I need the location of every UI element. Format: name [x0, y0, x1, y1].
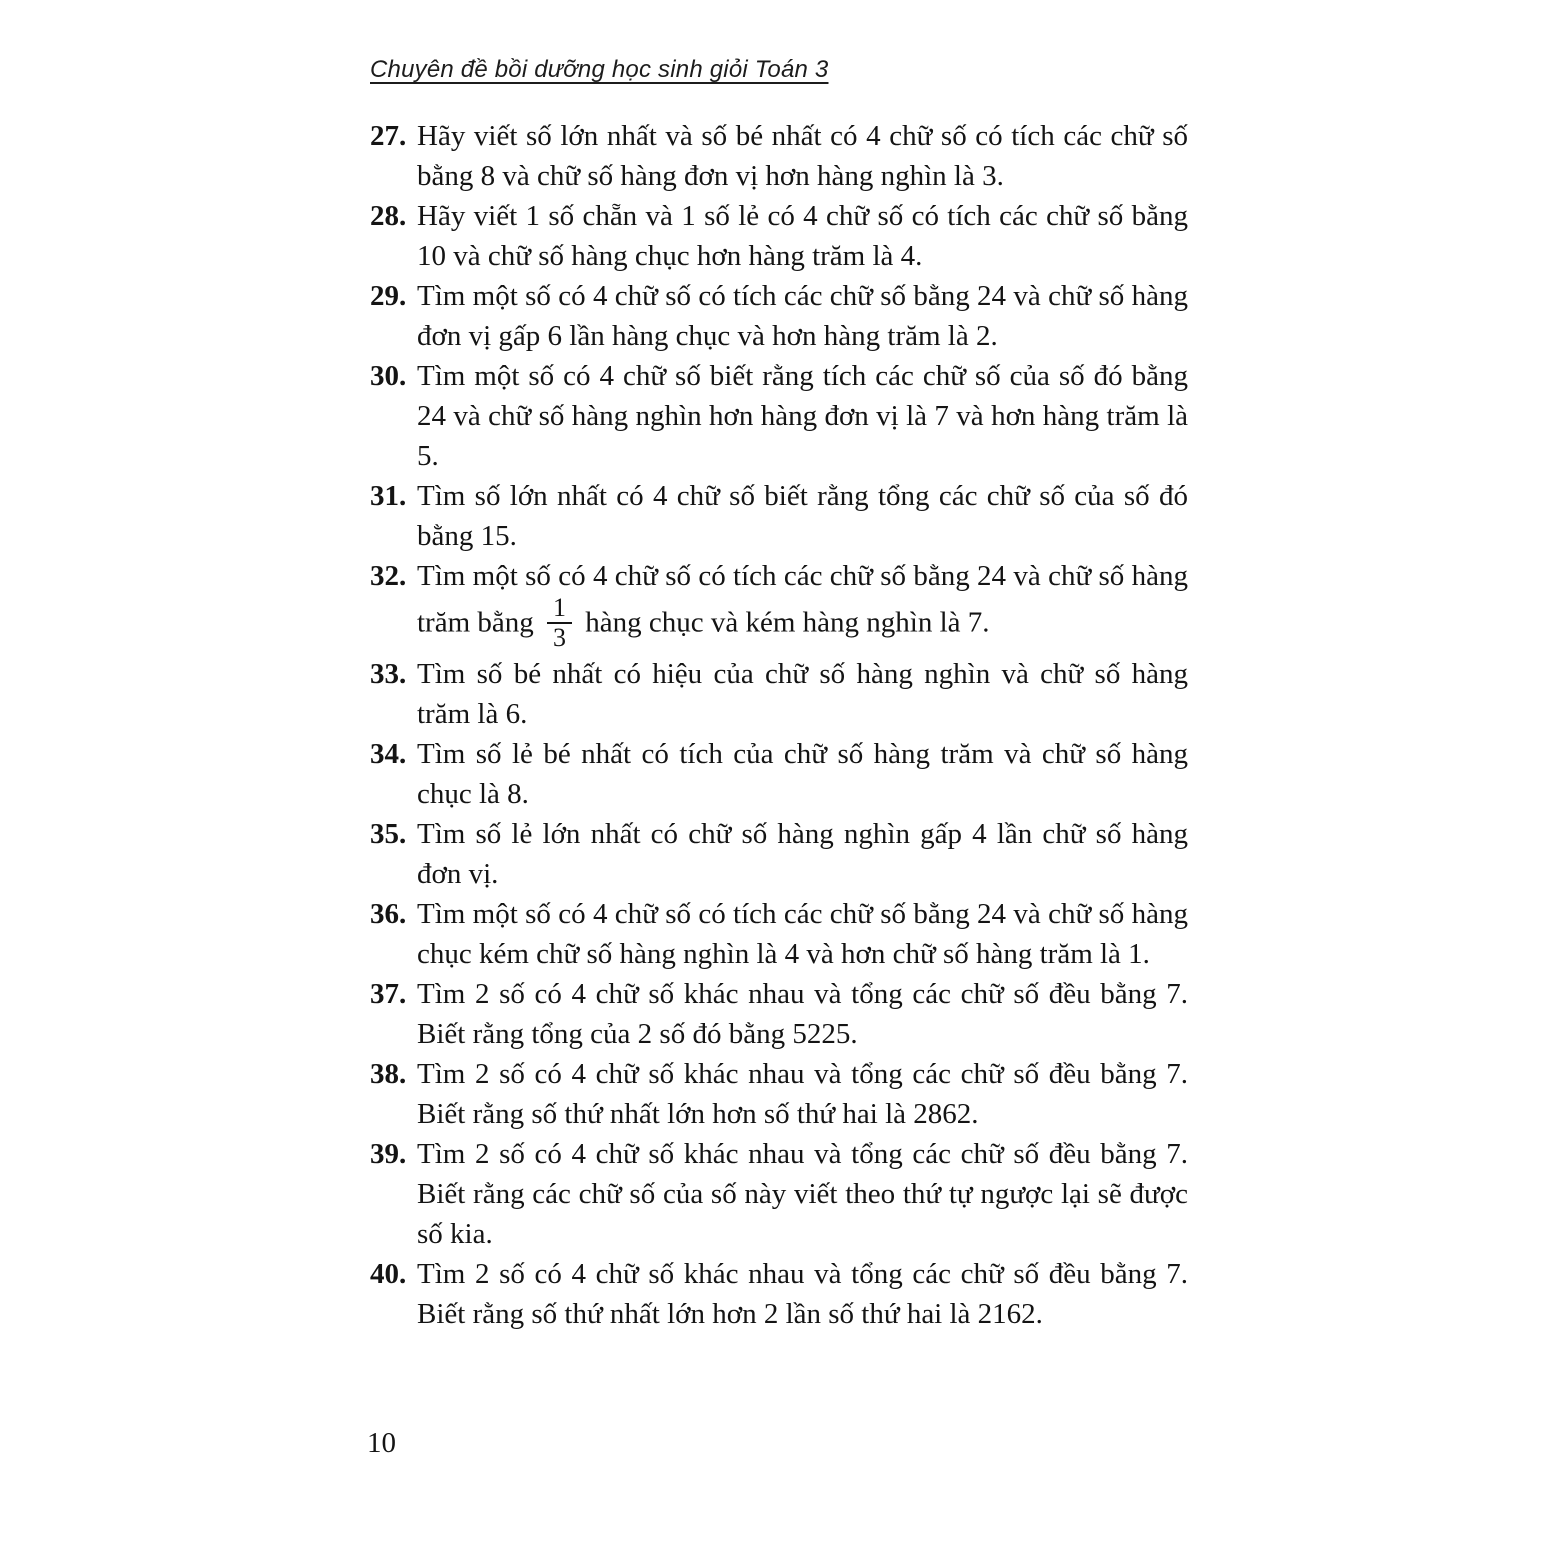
- problem-number: 33.: [370, 658, 407, 691]
- problem-text: Tìm 2 số có 4 chữ số khác nhau và tổng các chữ số đều bằng 7. Biết rằng số thứ nhất lớn hơn số thứ hai là 2862.: [417, 1058, 1188, 1131]
- page-number: 10: [367, 1427, 396, 1459]
- problem-item: [370, 1254, 1188, 1334]
- problem-item: [370, 556, 1188, 654]
- problem-number: 38.: [370, 1058, 407, 1091]
- problem-text: Tìm 2 số có 4 chữ số khác nhau và tổng các chữ số đều bằng 7. Biết rằng các chữ số của số này viết theo thứ tự ngược lại sẽ được số kia.: [417, 1138, 1188, 1251]
- problem-item: [370, 654, 1188, 734]
- problem-item: [370, 814, 1188, 894]
- problem-number: 35.: [370, 818, 407, 851]
- problem-item: [370, 116, 1188, 196]
- problem-number: 32.: [370, 560, 407, 592]
- problem-text: Tìm một số có 4 chữ số có tích các chữ số bằng 24 và chữ số hàng chục kém chữ số hàng nghìn là 4 và hơn chữ số hàng trăm là 1.: [417, 898, 1188, 971]
- problems-list: [370, 116, 1188, 1334]
- fraction: [547, 594, 572, 652]
- problem-text: Tìm số bé nhất có hiệu của chữ số hàng nghìn và chữ số hàng trăm là 6.: [417, 658, 1188, 731]
- problem-item: [370, 476, 1188, 556]
- problem-item: [370, 974, 1188, 1054]
- problem-text: Tìm một số có 4 chữ số biết rằng tích các chữ số của số đó bằng 24 và chữ số hàng nghìn hơn hàng đơn vị là 7 và hơn hàng trăm là 5.: [417, 360, 1188, 472]
- page-header-title: Chuyên đề bồi dưỡng học sinh giỏi Toán 3: [370, 56, 829, 83]
- problem-number: 28.: [370, 200, 407, 232]
- fraction-denominator: 3: [547, 622, 572, 652]
- problem-number: 37.: [370, 978, 407, 1011]
- problem-text: Hãy viết 1 số chẵn và 1 số lẻ có 4 chữ số có tích các chữ số bằng 10 và chữ số hàng chục hơn hàng trăm là 4.: [417, 200, 1188, 272]
- problem-text: Tìm một số có 4 chữ số có tích các chữ số bằng 24 và chữ số hàng đơn vị gấp 6 lần hàng chục và hơn hàng trăm là 2.: [417, 280, 1188, 352]
- problem-text: hàng chục và kém hàng nghìn là 7.: [585, 606, 990, 639]
- problem-item: [370, 356, 1188, 476]
- problem-item: [370, 196, 1188, 276]
- fraction-numerator: 1: [553, 593, 567, 622]
- problem-number: 30.: [370, 360, 407, 392]
- problem-number: 29.: [370, 280, 407, 312]
- problem-item: [370, 894, 1188, 974]
- problem-number: 39.: [370, 1138, 407, 1171]
- problem-text: Tìm số lẻ lớn nhất có chữ số hàng nghìn gấp 4 lần chữ số hàng đơn vị.: [417, 818, 1188, 891]
- problem-number: 31.: [370, 480, 407, 512]
- problem-text: Hãy viết số lớn nhất và số bé nhất có 4 chữ số có tích các chữ số bằng 8 và chữ số hàng đơn vị hơn hàng nghìn là 3.: [417, 120, 1188, 192]
- problem-text: Tìm 2 số có 4 chữ số khác nhau và tổng các chữ số đều bằng 7. Biết rằng số thứ nhất lớn hơn 2 lần số thứ hai là 2162.: [417, 1258, 1188, 1331]
- problem-item: [370, 276, 1188, 356]
- problem-text: Tìm 2 số có 4 chữ số khác nhau và tổng các chữ số đều bằng 7. Biết rằng tổng của 2 số đó bằng 5225.: [417, 978, 1188, 1051]
- problem-text: Tìm số lẻ bé nhất có tích của chữ số hàng trăm và chữ số hàng chục là 8.: [417, 738, 1188, 811]
- problem-text: Tìm một số có 4 chữ số có tích các chữ số bằng 24 và chữ số hàng trăm bằng: [417, 560, 1188, 639]
- problem-item: [370, 1054, 1188, 1134]
- problem-number: 34.: [370, 738, 407, 771]
- problem-item: [370, 1134, 1188, 1254]
- problem-text: Tìm số lớn nhất có 4 chữ số biết rằng tổng các chữ số của số đó bằng 15.: [417, 480, 1188, 552]
- problem-number: 36.: [370, 898, 407, 931]
- problem-number: 27.: [370, 120, 407, 152]
- problem-item: [370, 734, 1188, 814]
- problem-number: 40.: [370, 1258, 407, 1291]
